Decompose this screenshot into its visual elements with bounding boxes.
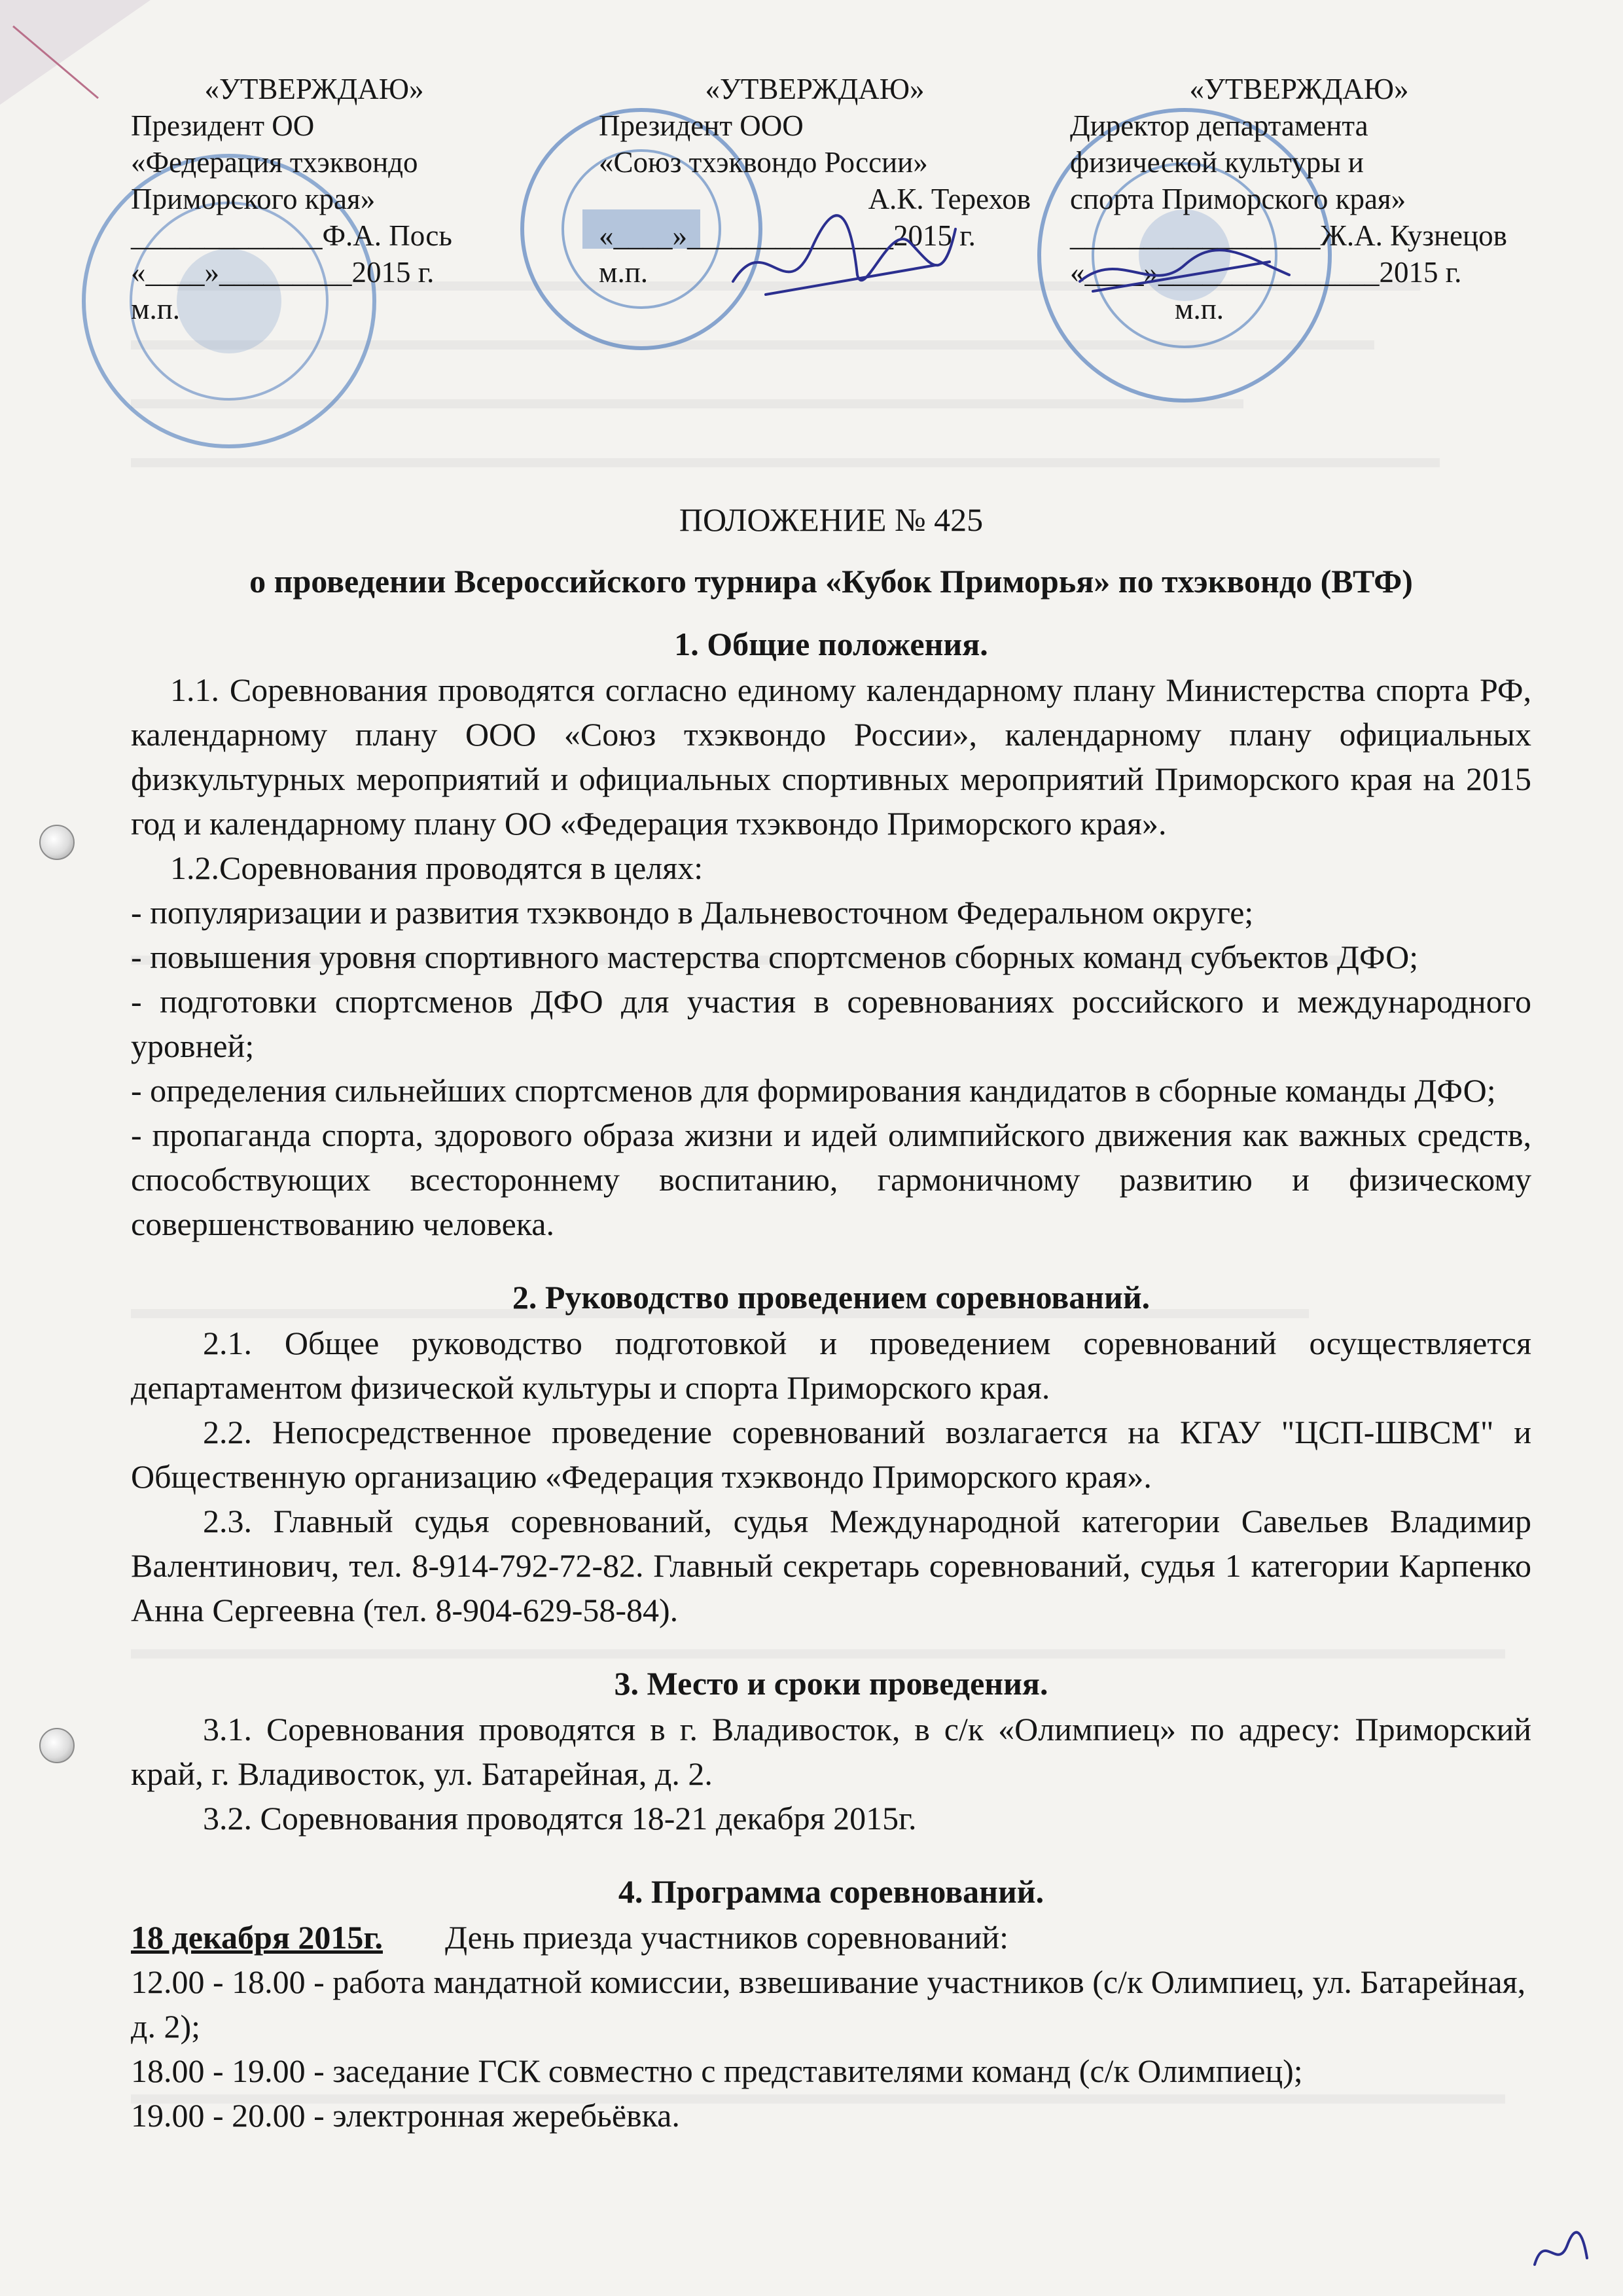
approval-line: «Федерация тхэквондо (131, 146, 418, 179)
approval-line: м.п. (599, 256, 649, 289)
program-date-description: День приезда участников соревнований: (444, 1919, 1009, 1956)
initials-mark (1531, 2225, 1590, 2278)
approval-line: «Союз тхэквондо России» (599, 146, 928, 179)
program-item: 12.00 - 18.00 - работа мандатной комиссии, взвешивание участников (с/к Олимпиец, ул. Батарейная, д. 2); (131, 1964, 1526, 2045)
approval-line: А.К. Терехов (868, 183, 1031, 215)
program-item: 19.00 - 20.00 - электронная жеребьёвка. (131, 2097, 680, 2134)
section-1-title: 1. Общие положения. (674, 626, 988, 662)
paragraph-3-2: 3.2. Соревнования проводятся 18-21 декабря 2015г. (203, 1800, 917, 1837)
approval-line: Приморского края» (131, 183, 376, 215)
document-subtitle: о проведении Всероссийского турнира «Кубок Приморья» по тхэквондо (ВТФ) (249, 563, 1413, 600)
document-body (131, 497, 1531, 2138)
paragraph-2-1: 2.1. Общее руководство подготовкой и проведением соревнований осуществляется департаментом физической культуры и спорта Приморского края. (131, 1325, 1531, 1406)
approval-line: м.п. (131, 293, 181, 325)
approval-federation (131, 71, 497, 327)
approval-line: физической культуры и (1070, 146, 1364, 179)
section-2-title: 2. Руководство проведением соревнований. (512, 1279, 1150, 1316)
approval-line: «____»______________2015 г. (599, 219, 976, 252)
approval-line: Президент ООО (599, 109, 804, 142)
approval-line: «____»_________2015 г. (131, 256, 435, 289)
signature-kuznetsov (1073, 236, 1296, 308)
approval-line: м.п. (1175, 293, 1224, 325)
paragraph-2-2: 2.2. Непосредственное проведение соревнований возлагается на КГАУ "ЦСП-ШВСМ" и Общественную организацию «Федерация тхэквондо Приморского края». (131, 1414, 1531, 1495)
paragraph-1-1: 1.1. Соревнования проводятся согласно единому календарному плану Министерства спорта РФ, календарному плану ООО «Союз тхэквондо России», календарному плану официальных физкультурных мероприятий и официальных спортивных мероприятий Приморского края на 2015 год и календарному плану ОО «Федерация тхэквондо Приморского края». (131, 672, 1531, 842)
goal-item: - повышения уровня спортивного мастерства спортсменов сборных команд субъектов ДФО; (131, 939, 1419, 975)
approval-line: _____________Ф.А. Пось (131, 219, 452, 252)
paragraph-2-3: 2.3. Главный судья соревнований, судья Международной категории Савельев Владимир Валентинович, тел. 8-914-792-72-82. Главный секретарь соревнований, судья 1 категории Карпенко Анна Сергеевна (тел. 8-904-629-58-84). (131, 1503, 1531, 1628)
punch-hole-top (39, 825, 75, 860)
goal-item: - пропаганда спорта, здорового образа жизни и идей олимпийского движения как важных средств, способствующих всестороннему воспитанию, гармоничному развитию и физическому совершенствованию человека. (131, 1117, 1531, 1242)
punch-hole-bottom (39, 1728, 75, 1763)
approval-line: спорта Приморского края» (1070, 183, 1406, 215)
document-title: ПОЛОЖЕНИЕ № 425 (679, 501, 984, 538)
goal-item: - популяризации и развития тхэквондо в Дальневосточном Федеральном округе; (131, 894, 1254, 931)
approval-heading: «УТВЕРЖДАЮ» (705, 73, 925, 105)
page-fold (0, 0, 151, 105)
approval-line: _________________Ж.А. Кузнецов (1070, 219, 1507, 252)
goal-item: - подготовки спортсменов ДФО для участия в соревнованиях российского и международного уровней; (131, 983, 1531, 1064)
section-4-title: 4. Программа соревнований. (618, 1873, 1044, 1910)
approval-line: Директор департамента (1070, 109, 1368, 142)
section-3-title: 3. Место и сроки проведения. (614, 1665, 1048, 1702)
approval-heading: «УТВЕРЖДАЮ» (204, 73, 424, 105)
program-day-header (131, 1915, 1531, 1960)
goal-item: - определения сильнейших спортсменов для формирования кандидатов в сборные команды ДФО; (131, 1072, 1496, 1109)
paragraph-1-2: 1.2.Соревнования проводятся в целях: (170, 850, 704, 886)
program-item: 18.00 - 19.00 - заседание ГСК совместно с представителями команд (с/к Олимпиец); (131, 2053, 1303, 2089)
approval-line: «____»_______________2015 г. (1070, 256, 1462, 289)
program-date: 18 декабря 2015г. (131, 1919, 383, 1956)
signature-terekhov (726, 203, 962, 314)
approval-heading: «УТВЕРЖДАЮ» (1189, 73, 1409, 105)
paragraph-3-1: 3.1. Соревнования проводятся в г. Владивосток, в с/к «Олимпиец» по адресу: Приморский край, г. Владивосток, ул. Батарейная, д. 2. (131, 1711, 1531, 1792)
approval-line: Президент ОО (131, 109, 315, 142)
